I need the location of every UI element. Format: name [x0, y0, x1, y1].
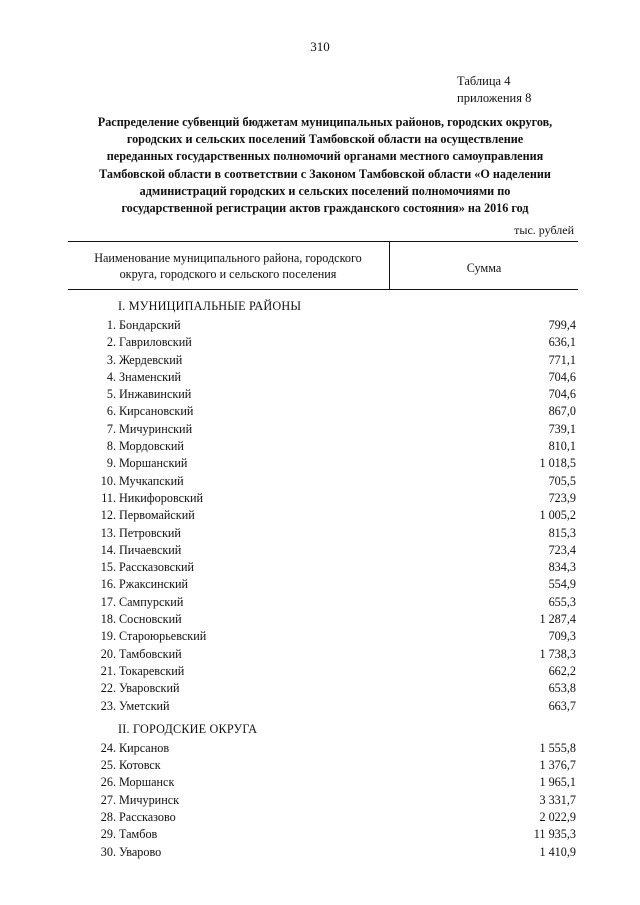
row-number: 10. — [100, 473, 116, 488]
row-name: Гавриловский — [119, 335, 192, 350]
row-name: Бондарский — [119, 318, 181, 332]
row-number: 26. — [100, 775, 116, 790]
units-label: тыс. рублей — [514, 223, 574, 237]
row-value: 810,1 — [548, 439, 576, 454]
table-reference — [457, 73, 531, 107]
table-row — [68, 317, 578, 334]
table-body — [68, 296, 578, 861]
table-ref-line: приложения 8 — [457, 91, 532, 105]
row-value: 653,8 — [548, 681, 576, 696]
row-value: 1 738,3 — [539, 646, 576, 661]
row-value: 636,1 — [548, 335, 576, 350]
row-number: 2. — [106, 335, 116, 350]
row-value: 1 018,5 — [539, 456, 576, 471]
table-row — [68, 628, 578, 645]
row-number: 9. — [106, 456, 116, 471]
row-number: 4. — [106, 369, 116, 384]
row-name: Уметский — [119, 698, 170, 713]
table-row — [68, 490, 578, 507]
table-row — [68, 473, 578, 490]
table-row — [68, 698, 578, 715]
row-value: 1 287,4 — [539, 612, 576, 627]
row-name: Ржаксинский — [119, 577, 189, 592]
document-title — [70, 114, 580, 217]
title-line: Распределение субвенций бюджетам муниципальных районов, городских округов, — [97, 115, 553, 129]
row-value: 1 555,8 — [539, 740, 576, 755]
table-top-rule — [68, 241, 578, 242]
row-number: 15. — [100, 560, 116, 575]
table-ref-line: Таблица 4 — [457, 74, 511, 88]
table-row — [68, 334, 578, 351]
row-value: 799,4 — [548, 318, 576, 332]
row-name: Никифоровский — [119, 490, 204, 505]
title-line: переданных государственных полномочий органами местного самоуправления — [106, 149, 544, 164]
table-row — [68, 386, 578, 403]
row-number: 29. — [100, 827, 116, 842]
row-number: 30. — [100, 844, 116, 859]
table-row — [68, 792, 578, 809]
table-row — [68, 507, 578, 524]
row-number: 14. — [100, 542, 116, 557]
row-number: 3. — [106, 352, 116, 367]
row-number: 12. — [100, 508, 116, 523]
row-number: 6. — [106, 404, 116, 419]
row-name: Петровский — [119, 525, 181, 540]
row-number: 28. — [100, 810, 116, 825]
row-value: 705,5 — [548, 473, 576, 488]
column-header-name-line: округа, городского и сельского поселения — [119, 267, 337, 281]
row-name: Мучкапский — [119, 473, 184, 488]
row-value: 554,9 — [548, 577, 576, 592]
row-name: Моршанск — [119, 775, 175, 790]
page-number: 310 — [310, 39, 330, 54]
row-name: Моршанский — [119, 456, 188, 471]
row-name: Инжавинский — [119, 387, 192, 402]
row-name: Котовск — [119, 758, 161, 773]
row-name: Рассказово — [119, 810, 176, 825]
row-name: Тамбовский — [119, 646, 182, 661]
table-row — [68, 774, 578, 791]
row-name: Мичуринск — [119, 792, 180, 807]
table-row — [68, 740, 578, 757]
row-name: Знаменский — [119, 369, 182, 384]
row-value: 739,1 — [548, 421, 576, 436]
row-value: 704,6 — [548, 369, 576, 384]
table-row — [68, 403, 578, 420]
row-value: 723,9 — [548, 490, 576, 505]
row-number: 13. — [100, 525, 116, 540]
table-row — [68, 421, 578, 438]
row-value: 3 331,7 — [539, 792, 576, 807]
row-number: 24. — [100, 740, 116, 755]
row-value: 11 935,3 — [533, 827, 576, 842]
row-number: 18. — [100, 612, 116, 627]
row-number: 8. — [106, 439, 116, 454]
row-number: 21. — [100, 663, 116, 678]
row-name: Мичуринский — [119, 421, 193, 436]
section-title: II. ГОРОДСКИЕ ОКРУГА — [118, 721, 258, 736]
title-line: государственной регистрации актов гражданского состояния» на 2016 год — [121, 201, 529, 216]
table-row — [68, 438, 578, 455]
row-name: Тамбов — [119, 827, 158, 842]
row-name: Сампурский — [119, 594, 184, 609]
row-number: 25. — [100, 758, 116, 773]
row-name: Первомайский — [119, 508, 195, 523]
row-number: 11. — [101, 490, 116, 505]
table-row — [68, 559, 578, 576]
table-row — [68, 826, 578, 843]
row-number: 16. — [100, 577, 116, 592]
row-value: 704,6 — [548, 387, 576, 402]
table-row — [68, 809, 578, 826]
row-name: Пичаевский — [119, 542, 182, 557]
row-value: 655,3 — [548, 594, 576, 609]
row-name: Мордовский — [119, 439, 184, 454]
table-row — [68, 844, 578, 861]
table-row — [68, 455, 578, 472]
table-row — [68, 542, 578, 559]
row-number: 20. — [100, 646, 116, 661]
table-header-rule — [68, 289, 578, 290]
row-name: Уваровский — [119, 681, 180, 696]
row-name: Сосновский — [119, 612, 182, 627]
row-name: Кирсанов — [119, 740, 170, 755]
column-header-sum: Сумма — [466, 261, 502, 275]
row-number: 22. — [100, 681, 116, 696]
row-name: Жердевский — [119, 352, 183, 367]
table-row — [68, 369, 578, 386]
row-name: Кирсановский — [119, 404, 194, 419]
table-row — [68, 611, 578, 628]
row-name: Уварово — [119, 844, 162, 859]
row-value: 1 376,7 — [539, 758, 576, 773]
row-number: 17. — [100, 594, 116, 609]
row-value: 815,3 — [548, 525, 576, 540]
row-name: Токаревский — [119, 663, 185, 678]
row-value: 867,0 — [548, 404, 576, 419]
section-title: I. МУНИЦИПАЛЬНЫЕ РАЙОНЫ — [118, 299, 302, 313]
row-number: 1. — [106, 318, 116, 332]
title-line: Тамбовской области в соответствии с Законом Тамбовской области «О наделении — [99, 166, 551, 181]
column-header-name — [72, 250, 384, 282]
row-number: 19. — [100, 629, 116, 644]
row-name: Рассказовский — [119, 560, 195, 575]
row-value: 723,4 — [548, 542, 576, 557]
table-row — [68, 757, 578, 774]
table-row — [68, 680, 578, 697]
table-row — [68, 646, 578, 663]
title-line: администраций городских и сельских поселений полномочиями по — [139, 183, 511, 198]
row-value: 771,1 — [548, 352, 576, 367]
table-row — [68, 594, 578, 611]
row-number: 7. — [106, 421, 116, 436]
row-value: 1 965,1 — [539, 775, 576, 790]
row-value: 662,2 — [548, 663, 576, 678]
row-value: 2 022,9 — [539, 810, 576, 825]
row-value: 709,3 — [548, 629, 576, 644]
row-value: 834,3 — [548, 560, 576, 575]
column-header-name-line: Наименование муниципального района, городского — [94, 251, 362, 265]
row-name: Староюрьевский — [119, 629, 207, 644]
row-number: 5. — [106, 387, 116, 402]
row-value: 1 005,2 — [539, 508, 576, 523]
table-row — [68, 576, 578, 593]
row-value: 663,7 — [548, 698, 576, 713]
title-line: городских и сельских поселений Тамбовской области на осуществление — [126, 132, 524, 147]
table-row — [68, 525, 578, 542]
row-value: 1 410,9 — [539, 844, 576, 859]
row-number: 23. — [100, 698, 116, 713]
table-row — [68, 352, 578, 369]
row-number: 27. — [100, 792, 116, 807]
table-row — [68, 663, 578, 680]
